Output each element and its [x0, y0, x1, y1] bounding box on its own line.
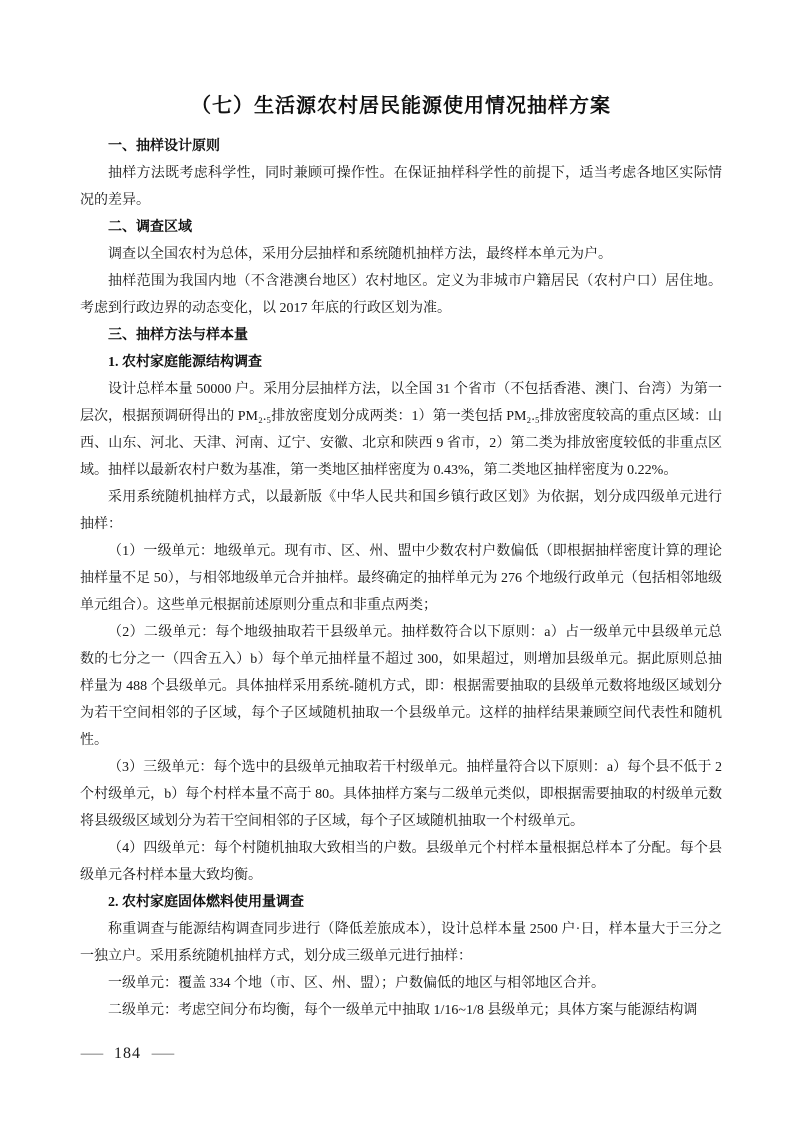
paragraph-fuel-level1-unit: 一级单元：覆盖 334 个地（市、区、州、盟）；户数偏低的地区与相邻地区合并。 — [108, 976, 605, 991]
page-number: 184 — [114, 1045, 141, 1062]
document-title: （七）生活源农村居民能源使用情况抽样方案 — [191, 95, 611, 117]
section-heading-survey-region: 二、调查区域 — [108, 220, 192, 235]
paragraph-design-principle: 抽样方法既考虑科学性，同时兼顾可操作性。在保证抽样科学性的前提下，适当考虑各地区实际情况的差异。 — [80, 166, 722, 208]
paragraph-random-sampling-basis: 采用系统随机抽样方式，以最新版《中华人民共和国乡镇行政区划》为依据，划分成四级单元进行抽样： — [80, 490, 722, 532]
page-footer — [80, 1043, 175, 1065]
paragraph-sample-design: 设计总样本量 50000 户。采用分层抽样方法，以全国 31 个省市（不包括香港、澳门、台湾）为第一层次，根据预调研得出的 PM₂.₅排放密度划分成两类：1）第一类包括 PM₂.₅排放密度较高的重点区域：山西、山东、河北、天津、河南、辽宁、安徽、北京和陕西 9 省市，2）第二类为排放密度较低的非重点区域。抽样以最新农村户数为基准，第一类地区抽样密度为 0.43%，第二类地区抽样密度为 0.22%。 — [80, 382, 722, 478]
paragraph-level1-unit: （1）一级单元：地级单元。现有市、区、州、盟中少数农村户数偏低（即根据抽样密度计算的理论抽样量不足 50），与相邻地级单元合并抽样。最终确定的抽样单元为 276 个地级行政单元（包括相邻地级单元组合）。这些单元根据前述原则分重点和非重点两类； — [80, 544, 722, 613]
footer-dash-right: — — [151, 1045, 175, 1062]
paragraph-level4-unit: （4）四级单元：每个村随机抽取大致相当的户数。县级单元个村样本量根据总样本了分配。每个县级单元各村样本量大致均衡。 — [80, 841, 722, 883]
footer-dash-left: — — [80, 1045, 104, 1062]
paragraph-region-scope: 抽样范围为我国内地（不含港澳台地区）农村地区。定义为非城市户籍居民（农村户口）居住地。考虑到行政边界的动态变化，以 2017 年底的行政区划为准。 — [80, 274, 722, 316]
paragraph-level3-unit: （3）三级单元：每个选中的县级单元抽取若干村级单元。抽样量符合以下原则：a）每个县不低于 2 个村级单元，b）每个村样本量不高于 80。具体抽样方案与二级单元类似，即根据需要抽取的村级单元数将县级级区域划分为若干空间相邻的子区域，每个子区域随机抽取一个村级单元。 — [80, 760, 722, 829]
section-heading-sampling-design: 一、抽样设计原则 — [108, 139, 220, 154]
paragraph-region-overview: 调查以全国农村为总体，采用分层抽样和系统随机抽样方法，最终样本单元为户。 — [108, 247, 612, 262]
paragraph-fuel-level2-unit: 二级单元：考虑空间分布均衡，每个一级单元中抽取 1/16~1/8 县级单元；具体方案与能源结构调 — [108, 1003, 698, 1018]
paragraph-weighing-survey: 称重调查与能源结构调查同步进行（降低差旅成本），设计总样本量 2500 户·日，样本量大于三分之一独立户。采用系统随机抽样方式，划分成三级单元进行抽样： — [80, 922, 722, 964]
subheading-energy-structure-survey: 1. 农村家庭能源结构调查 — [108, 355, 262, 370]
document-body — [80, 92, 722, 1024]
subheading-solid-fuel-survey: 2. 农村家庭固体燃料使用量调查 — [108, 895, 304, 910]
paragraph-level2-unit: （2）二级单元：每个地级抽取若干县级单元。抽样数符合以下原则：a）占一级单元中县级单元总数的七分之一（四舍五入）b）每个单元抽样量不超过 300，如果超过，则增加县级单元。据此原则总抽样量为 488 个县级单元。具体抽样采用系统-随机方式，即：根据需要抽取的县级单元数将地级区域划分为若干空间相邻的子区域，每个子区域随机抽取一个县级单元。这样的抽样结果兼顾空间代表性和随机性。 — [80, 625, 722, 748]
section-heading-method-sample-size: 三、抽样方法与样本量 — [108, 328, 248, 343]
